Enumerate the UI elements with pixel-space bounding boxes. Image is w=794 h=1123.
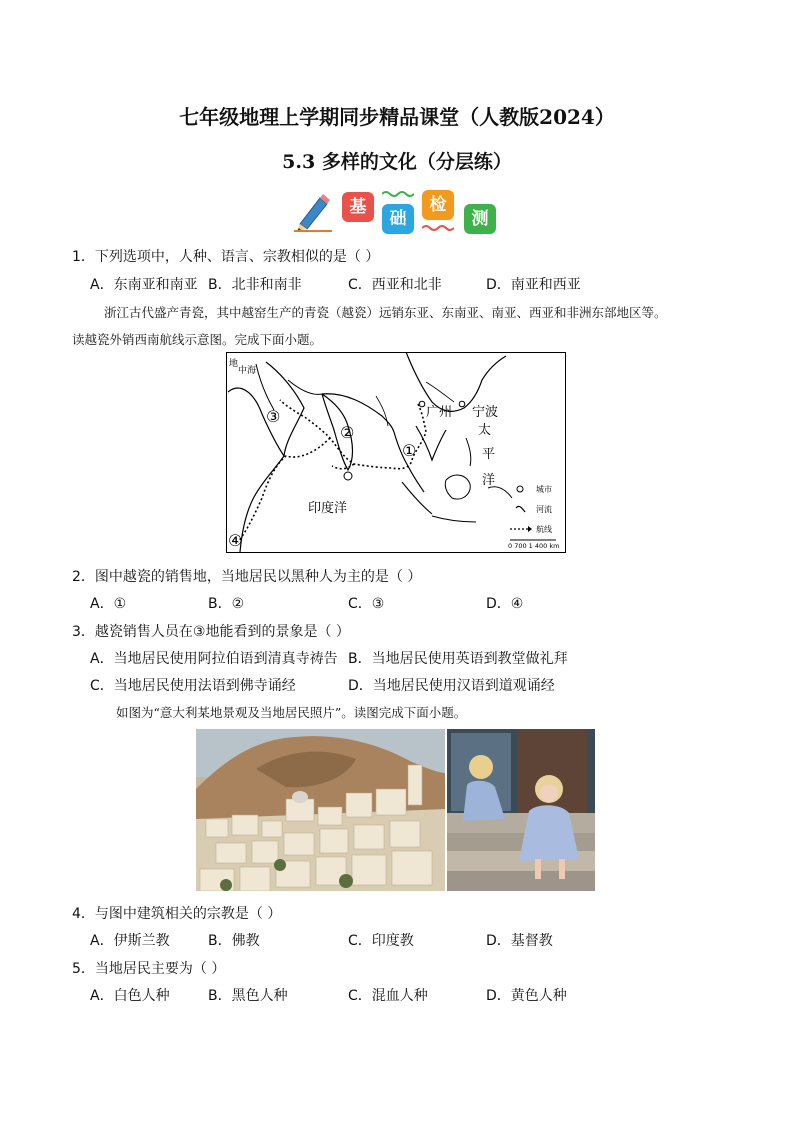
marker-2: ② — [340, 423, 355, 442]
legend-city-icon — [517, 486, 523, 492]
label-mediterranean: 海 — [247, 366, 257, 376]
intro-paragraph-2: 如图为“意大利某地景观及当地居民照片”。读图完成下面小题。 — [116, 705, 467, 720]
pencil-icon — [294, 192, 332, 232]
marker-3: ③ — [266, 407, 281, 426]
q1-option-a[interactable]: A．东南亚和南亚 — [90, 277, 198, 293]
label-pacific: 太 — [478, 423, 492, 438]
q1-option-d[interactable]: D．南亚和西亚 — [486, 277, 581, 293]
q5-option-b[interactable]: B．黑色人种 — [208, 988, 288, 1004]
q3-option-d[interactable]: D．当地居民使用汉语到道观诵经 — [348, 678, 555, 694]
wave-deco-icon — [382, 190, 414, 198]
question-3-stem: 3．越瓷销售人员在③地能看到的景象是（ ） — [72, 624, 350, 640]
q1-option-c[interactable]: C．西亚和北非 — [348, 277, 442, 293]
q4-option-a[interactable]: A．伊斯兰教 — [90, 933, 170, 949]
badge-chu: 础 — [382, 204, 414, 234]
q3-option-c[interactable]: C．当地居民使用法语到佛寺诵经 — [90, 678, 296, 694]
trade-route-map — [226, 352, 566, 553]
q5-option-a[interactable]: A．白色人种 — [90, 988, 170, 1004]
question-1-stem: 1．下列选项中，人种、语言、宗教相似的是（ ） — [72, 249, 380, 265]
legend-route-label: 航线 — [536, 525, 552, 534]
guangzhou-city-marker — [419, 401, 425, 407]
label-pacific: 洋 — [482, 473, 496, 488]
label-pacific: 平 — [482, 447, 496, 462]
legend-river-label: 河流 — [536, 505, 552, 514]
label-guangzhou: 广州 — [426, 405, 453, 420]
q4-option-b[interactable]: B．佛教 — [208, 933, 260, 949]
badge-ji: 基 — [342, 192, 374, 222]
q2-option-d[interactable]: D．④ — [486, 596, 524, 612]
question-5-stem: 5．当地居民主要为（ ） — [72, 961, 226, 977]
intro-paragraph-1-cont: 读越瓷外销西南航线示意图。完成下面小题。 — [72, 332, 323, 347]
q5-option-c[interactable]: C．混血人种 — [348, 988, 428, 1004]
wave-deco-icon — [422, 224, 454, 232]
label-indian-ocean: 印度洋 — [308, 501, 348, 516]
scale-label: 0 700 1 400 km — [508, 542, 560, 550]
question-2-stem: 2．图中越瓷的销售地，当地居民以黑种人为主的是（ ） — [72, 569, 422, 585]
question-4-stem: 4．与图中建筑相关的宗教是（ ） — [72, 906, 282, 922]
q2-option-b[interactable]: B．② — [208, 596, 245, 612]
q1-option-b[interactable]: B．北非和南非 — [208, 277, 302, 293]
q3-option-b[interactable]: B．当地居民使用英语到教堂做礼拜 — [348, 651, 568, 667]
badge-jian: 检 — [422, 190, 454, 220]
ningbo-city-marker — [459, 401, 465, 407]
label-mediterranean: 地 — [229, 359, 239, 369]
q4-option-d[interactable]: D．基督教 — [486, 933, 553, 949]
q5-option-d[interactable]: D．黄色人种 — [486, 988, 567, 1004]
label-ningbo: 宁波 — [472, 405, 499, 420]
hillside-town-photo — [196, 729, 445, 891]
q3-option-a[interactable]: A．当地居民使用阿拉伯语到清真寺祷告 — [90, 651, 338, 667]
page-subtitle: 5.3 多样的文化（分层练） — [282, 151, 512, 173]
page-title: 七年级地理上学期同步精品课堂（人教版2024） — [179, 105, 615, 129]
q2-option-a[interactable]: A．① — [90, 596, 127, 612]
legend-city-label: 城市 — [536, 485, 552, 494]
badge-ce: 测 — [464, 204, 496, 234]
marker-4: ④ — [228, 531, 243, 550]
marker-1: ① — [402, 441, 417, 460]
q2-option-c[interactable]: C．③ — [348, 596, 385, 612]
intro-paragraph-1: 浙江古代盛产青瓷，其中越窑生产的青瓷（越瓷）远销东亚、东南亚、南亚、西亚和非洲东部地区等。 — [104, 305, 667, 320]
label-mediterranean: 中 — [238, 366, 248, 376]
local-children-photo — [447, 729, 595, 891]
section-badge-group — [294, 188, 504, 238]
q4-option-c[interactable]: C．印度教 — [348, 933, 414, 949]
